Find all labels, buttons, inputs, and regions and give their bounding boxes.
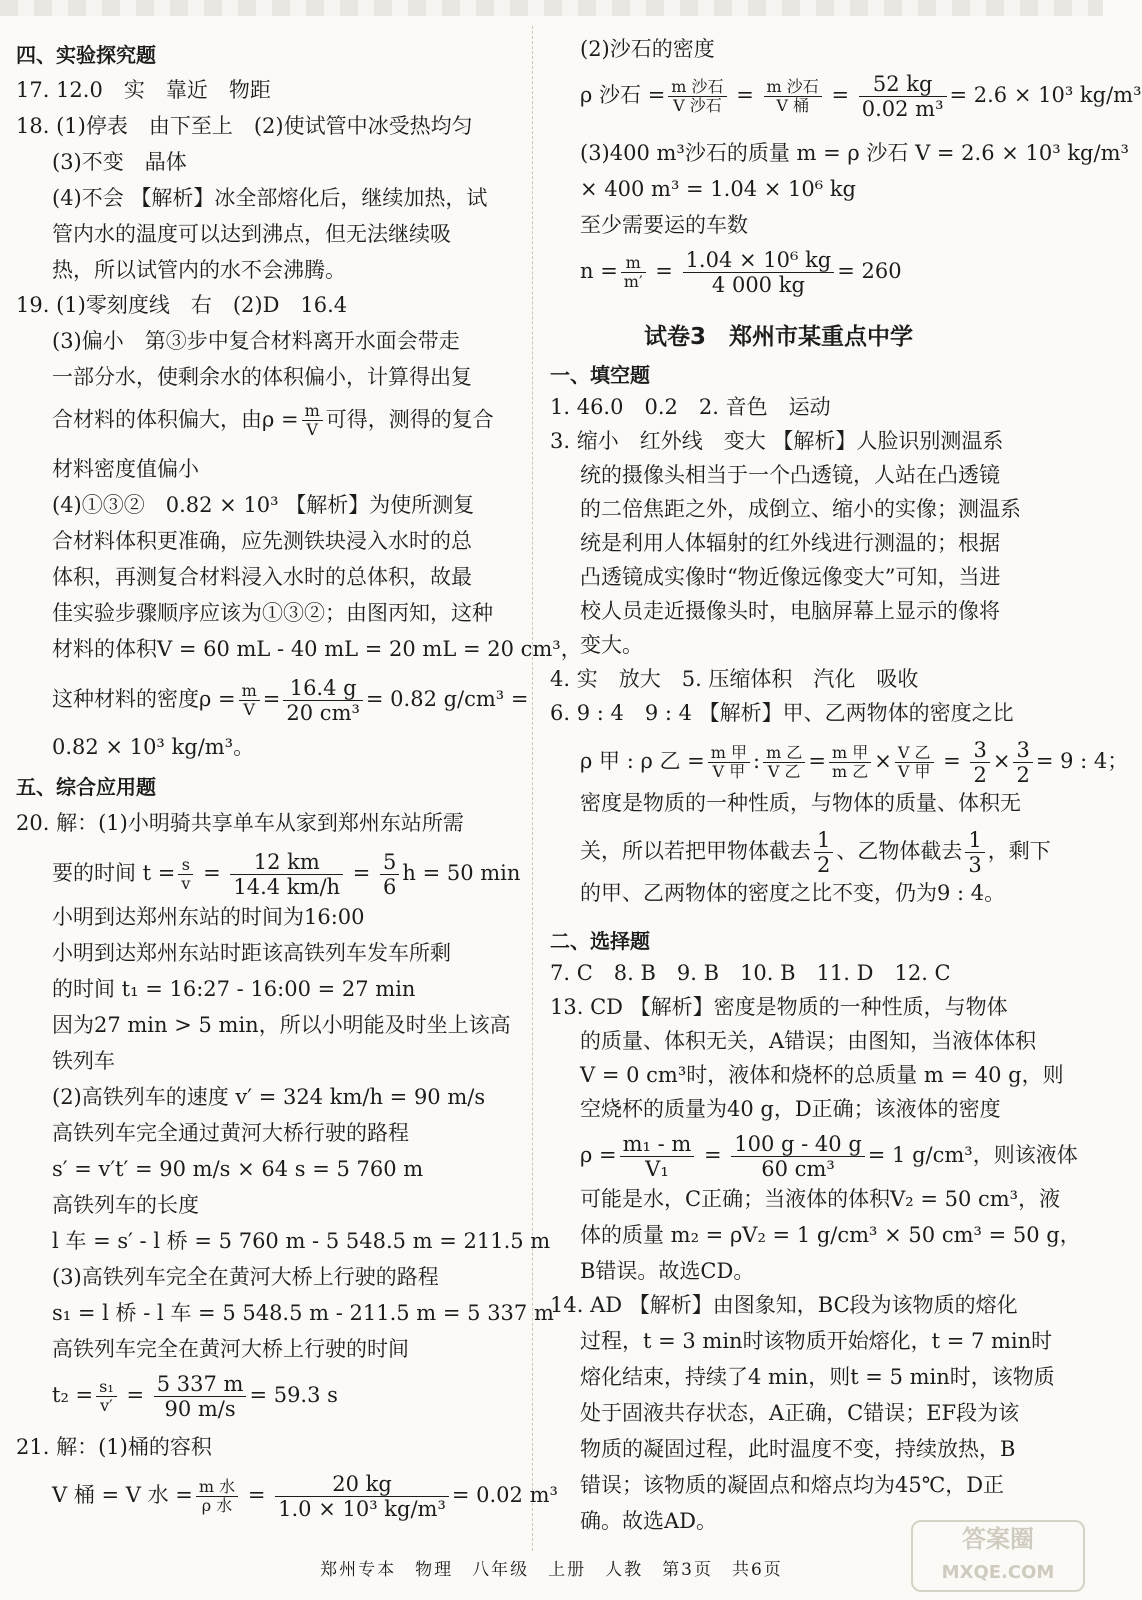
numerator: 3 [970, 738, 989, 763]
fraction [96, 1378, 117, 1416]
answer-14: 14. AD 【解析】由图象知，BC段为该物质的熔化 [550, 1293, 1018, 1317]
fraction [302, 402, 323, 440]
text: = 260 [837, 259, 902, 284]
fraction [154, 1372, 247, 1421]
answer-19-line: 材料的体积V = 60 mL - 40 mL = 20 mL = 20 cm³， [52, 637, 582, 661]
answer-14-line: 错误；该物质的凝固点和熔点均为45℃，D正 [580, 1473, 1005, 1497]
answer-20-line: s′ = v′t′ = 90 m/s × 64 s = 5 760 m [52, 1157, 424, 1181]
answer-21-line: (2)沙石的密度 [580, 37, 715, 61]
text: : [753, 749, 761, 774]
answer-3-line: 变大。 [580, 633, 643, 657]
answer-19-line: 材料密度值偏小 [52, 457, 199, 481]
answer-7-12: 7. C 8. B 9. B 10. B 11. D 12. C [550, 961, 951, 985]
denominator: v′ [100, 1396, 113, 1416]
numerator: 5 [380, 850, 399, 875]
numerator: 100 g - 40 g [731, 1132, 865, 1157]
text: 关，所以若把甲物体截去 [580, 839, 811, 864]
answer-13-line: 空烧杯的质量为40 g，D正确；该液体的密度 [580, 1097, 1001, 1121]
answer-19-line: 一部分水，使剩余水的体积偏小，计算得出复 [52, 365, 472, 389]
answer-19-formula-line [52, 676, 529, 725]
numerator: s₁ [96, 1378, 117, 1397]
fraction [895, 744, 934, 782]
answer-20-line: 的时间 t₁ = 16:27 - 16:00 = 27 min [52, 977, 416, 1001]
denominator: 90 m/s [164, 1397, 236, 1422]
denominator: 60 cm³ [761, 1157, 835, 1182]
paper-title: 试卷3 郑州市某重点中学 [644, 324, 914, 350]
denominator: V 桶 [776, 96, 809, 116]
section-heading-1: 一、填空题 [550, 363, 650, 387]
fraction [178, 856, 193, 894]
answer-20-line: 因为27 min > 5 min，所以小明能及时坐上该高 [52, 1013, 511, 1037]
denominator: 0.02 m³ [861, 97, 944, 122]
fraction [829, 744, 871, 782]
text: = 9 : 4； [1035, 749, 1129, 774]
answer-18-line: 热，所以试管内的水不会沸腾。 [52, 258, 346, 282]
answer-14-line: 过程，t = 3 min时该物质开始熔化，t = 7 min时 [580, 1329, 1053, 1353]
text: ，剩下 [987, 839, 1051, 864]
text: 要的时间 t = [52, 861, 176, 886]
answer-3-line: 的二倍焦距之外，成倒立、缩小的实像；测温系 [580, 497, 1021, 521]
text: V 桶 = V 水 = [52, 1483, 193, 1508]
numerator: m 沙石 [764, 78, 822, 97]
denominator: V [243, 700, 255, 720]
text: 这种材料的密度ρ = [52, 687, 236, 712]
fraction [859, 72, 947, 121]
section-heading-5: 五、综合应用题 [16, 775, 156, 799]
fraction [275, 1472, 449, 1521]
text: n = [580, 259, 618, 284]
page-footer: 郑州专本 物理 八年级 上册 人教 第3页 共6页 [320, 1560, 783, 1580]
section-heading-4: 四、实验探究题 [16, 43, 156, 67]
answer-14-line: 处于固液共存状态，A正确，C错误；EF段为该 [580, 1401, 1020, 1425]
numerator: m [239, 682, 260, 701]
fraction [1013, 738, 1032, 787]
answer-20-line: 小明到达郑州东站时距该高铁列车发车所剩 [52, 941, 451, 965]
answer-21-line: (3)400 m³沙石的质量 m = ρ 沙石 V = 2.6 × 10³ kg/m³ [580, 141, 1129, 165]
answer-19-line: (4)①③② 0.82 × 10³ 【解析】为使所测复 [52, 493, 475, 517]
denominator: 2 [973, 763, 987, 788]
answer-19: 19. (1)零刻度线 右 (2)D 16.4 [16, 293, 348, 317]
answer-19-line: 0.82 × 10³ kg/m³。 [52, 735, 255, 759]
answer-3-line: 统的摄像头相当于一个凸透镜，人站在凸透镜 [580, 463, 1000, 487]
denominator: 3 [968, 853, 982, 878]
answer-6: 6. 9 : 4 9 : 4 【解析】甲、乙两物体的密度之比 [550, 701, 1014, 725]
fraction [764, 78, 822, 116]
numerator: m 甲 [708, 744, 750, 763]
answer-20-line: 铁列车 [52, 1049, 115, 1073]
numerator: m [302, 402, 323, 421]
text: = 59.3 s [249, 1383, 338, 1408]
numerator: 3 [1013, 738, 1032, 763]
fraction [683, 248, 835, 297]
answer-20-formula-line: t₂ = $\frac{\text{s₁}}{v'}$ = $\frac{5 337 m}{90 m/s}$ = 59.3 s [52, 1372, 338, 1422]
denominator: v [181, 874, 191, 894]
fraction [763, 744, 805, 782]
answer-14-line: 熔化结束，持续了4 min，则t = 5 min时，该物质 [580, 1365, 1055, 1389]
text: 可得，测得的复合 [325, 407, 494, 432]
answer-4-5: 4. 实 放大 5. 压缩体积 汽化 吸收 [550, 667, 919, 691]
answer-20-line: l 车 = s′ - l 桥 = 5 760 m - 5 548.5 m = 211.5 m [52, 1229, 551, 1253]
text: 、乙物体截去 [836, 839, 963, 864]
text: ρ 沙石 = [580, 83, 666, 108]
numerator: m 乙 [763, 744, 805, 763]
denominator: V 甲 [712, 762, 746, 782]
answer-13-line: V = 0 cm³时，液体和烧杯的总质量 m = 40 g，则 [580, 1063, 1064, 1087]
denominator: 14.4 km/h [233, 875, 341, 900]
answer-20-line: 高铁列车完全通过黄河大桥行驶的路程 [52, 1121, 409, 1145]
text: = [808, 749, 826, 774]
answer-18-line: (4)不会 【解析】冰全部熔化后，继续加热，试 [52, 186, 488, 210]
answer-6-formula-line: ρ 甲 : ρ 乙 = $\frac{\text{m 甲}}{\text{V 甲}}$ : $\frac{\text{m 乙}}{\text{V 乙}}$ = $\frac{\text{m 甲}}{\text{m 乙}}$ × $\frac{\text{V 乙}}{\text{V 甲}}$ = $\frac{3}{2}$ × $\frac{3}{2}$ = 9 : 4； [580, 738, 1129, 788]
numerator: s [178, 856, 193, 875]
answer-20-formula-line: 要的时间 t = $\frac{s}{v}$ = $\frac{12 km}{14.4 km/h}$ = $\frac{5}{6}$ h = 50 min [52, 850, 521, 900]
answer-3-line: 统是利用人体辐射的红外线进行测温的；根据 [580, 531, 1000, 555]
text: = 0.82 g/cm³ = [365, 687, 529, 712]
denominator: V 甲 [897, 762, 931, 782]
text: t₂ = [52, 1383, 94, 1408]
answer-13-line: 可能是水，C正确；当液体的体积V₂ = 50 cm³，液 [580, 1187, 1061, 1211]
answer-13-line: 的质量、体积无关，A错误；由图知，当液体体积 [580, 1029, 1037, 1053]
denominator: V 沙石 [673, 96, 722, 116]
numerator: 5 337 m [154, 1372, 247, 1397]
answer-3: 3. 缩小 红外线 变大 【解析】人脸识别测温系 [550, 429, 1004, 453]
answer-20-line: (3)高铁列车完全在黄河大桥上行驶的路程 [52, 1265, 439, 1289]
text: = 0.02 m³ [451, 1483, 558, 1508]
numerator: 20 kg [275, 1472, 449, 1497]
answer-18: 18. (1)停表 由下至上 (2)使试管中冰受热均匀 [16, 114, 473, 138]
answer-20-line: 高铁列车完全在黄河大桥上行驶的时间 [52, 1337, 409, 1361]
fraction [196, 1478, 238, 1516]
watermark-line: 答案圈 [962, 1525, 1034, 1553]
text: = [262, 687, 281, 712]
answer-21-formula-line: ρ 沙石 = $\frac{\text{m 沙石}}{\text{V 沙石}}$ = $\frac{\text{m 沙石}}{\text{V 桶}}$ = $\frac{52 kg}{\text{0.02 m³}}$ = 2.6 × 10³ kg/m³ [580, 72, 1142, 122]
answer-6-line: 密度是物质的一种性质，与物体的质量、体积无 [580, 791, 1021, 815]
denominator: 1.0 × 10³ kg/m³ [278, 1497, 446, 1522]
answer-21: 21. 解：(1)桶的容积 [16, 1435, 212, 1459]
fraction [380, 850, 399, 899]
watermark-logo [911, 1520, 1085, 1592]
numerator: m₁ - m [620, 1132, 695, 1157]
fraction [621, 254, 646, 292]
answer-20-line: 小明到达郑州东站的时间为16:00 [52, 905, 365, 929]
denominator: V 乙 [767, 762, 801, 782]
denominator: m′ [623, 272, 643, 292]
text: ρ 甲 : ρ 乙 = [580, 749, 705, 774]
text: = 2.6 × 10³ kg/m³ [949, 83, 1142, 108]
answer-19-line: 佳实验步骤顺序应该为①③②；由图丙知，这种 [52, 601, 493, 625]
denominator: ρ 水 [201, 1496, 233, 1516]
answer-19-line: 体积，再测复合材料浸入水时的总体积，故最 [52, 565, 472, 589]
answer-20-line: s₁ = l 桥 - l 车 = 5 548.5 m - 211.5 m = 5 337 m [52, 1301, 554, 1325]
numerator: 1 [965, 828, 984, 853]
answer-21-formula-line: V 桶 = V 水 = $\frac{\text{m 水}}{\text{ρ 水}}$ = $\frac{20 kg}{\text{1.0 × 10³ kg/m³}}$ = 0.02 m³ [52, 1472, 558, 1522]
denominator: 4 000 kg [711, 273, 805, 298]
watermark-line: MXQE.COM [941, 1562, 1055, 1583]
numerator: V 乙 [895, 744, 934, 763]
text: h = 50 min [402, 861, 521, 886]
torn-page-edge [0, 0, 1103, 16]
denominator: 2 [1016, 763, 1030, 788]
answer-1-2: 1. 46.0 0.2 2. 音色 运动 [550, 395, 831, 419]
answer-3-line: 校人员走近摄像头时，电脑屏幕上显示的像将 [580, 599, 1000, 623]
numerator: 1 [814, 828, 833, 853]
text: × [992, 749, 1011, 774]
denominator: 6 [383, 875, 397, 900]
text: ρ = [580, 1143, 617, 1168]
denominator: V [306, 420, 318, 440]
answer-14-line: 确。故选AD。 [580, 1509, 718, 1533]
section-heading-2: 二、选择题 [550, 929, 650, 953]
answer-18-line: 管内水的温度可以达到沸点，但无法继续吸 [52, 222, 451, 246]
answer-14-line: 物质的凝固过程，此时温度不变，持续放热，B [580, 1437, 1016, 1461]
fraction [283, 676, 363, 725]
answer-19-formula-line [52, 402, 494, 440]
fraction [230, 850, 343, 899]
answer-13-formula-line: ρ = $\frac{\text{m₁ - m}}{\text{V₁}}$ = $\frac{100 g - 40 g}{\text{60 cm³}}$ = 1 g/cm³，则该液体 [580, 1132, 1078, 1182]
answer-20-line: (2)高铁列车的速度 v′ = 324 km/h = 90 m/s [52, 1085, 486, 1109]
answer-20-line: 高铁列车的长度 [52, 1193, 199, 1217]
denominator: 2 [817, 853, 831, 878]
numerator: 16.4 g [283, 676, 363, 701]
answer-17: 17. 12.0 实 靠近 物距 [16, 78, 271, 102]
numerator: m 水 [196, 1478, 238, 1497]
answer-6-line: 的甲、乙两物体的密度之比不变，仍为9 : 4。 [580, 881, 1006, 905]
numerator: m [621, 254, 646, 273]
fraction [708, 744, 750, 782]
denominator: V₁ [645, 1157, 669, 1182]
answer-21-formula-line: n = $\frac{m}{m'}$ = $\frac{\text{1.04 × 10⁶ kg}}{4 000 kg}$ = 260 [580, 248, 902, 298]
answer-13: 13. CD 【解析】密度是物质的一种性质，与物体 [550, 995, 1008, 1019]
answer-18-line: (3)不变 晶体 [52, 150, 187, 174]
numerator: 12 km [230, 850, 343, 875]
answer-13-line: 体的质量 m₂ = ρV₂ = 1 g/cm³ × 50 cm³ = 50 g， [580, 1223, 1081, 1247]
answer-3-line: 凸透镜成实像时“物近像远像变大”可知，当进 [580, 565, 1001, 589]
fraction [965, 828, 984, 877]
answer-19-line: (3)偏小 第③步中复合材料离开水面会带走 [52, 329, 460, 353]
text: 合材料的体积偏大，由ρ = [52, 407, 299, 432]
fraction [814, 828, 833, 877]
text: = 1 g/cm³，则该液体 [867, 1143, 1078, 1168]
denominator: m 乙 [831, 762, 869, 782]
answer-19-line: 合材料体积更准确，应先测铁块浸入水时的总 [52, 529, 472, 553]
answer-6-formula-line [580, 828, 1051, 877]
numerator: 52 kg [859, 72, 947, 97]
numerator: m 沙石 [668, 78, 726, 97]
answer-21-line: 至少需要运的车数 [580, 213, 748, 237]
denominator: 20 cm³ [286, 701, 360, 726]
fraction [239, 682, 260, 720]
answer-21-line: × 400 m³ = 1.04 × 10⁶ kg [580, 177, 856, 201]
numerator: 1.04 × 10⁶ kg [683, 248, 835, 273]
answer-13-line: B错误。故选CD。 [580, 1259, 755, 1283]
text: × [874, 749, 892, 774]
fraction [731, 1132, 865, 1181]
answer-20: 20. 解：(1)小明骑共享单车从家到郑州东站所需 [16, 811, 464, 835]
numerator: m 甲 [829, 744, 871, 763]
fraction [668, 78, 726, 116]
fraction [620, 1132, 695, 1181]
fraction [970, 738, 989, 787]
